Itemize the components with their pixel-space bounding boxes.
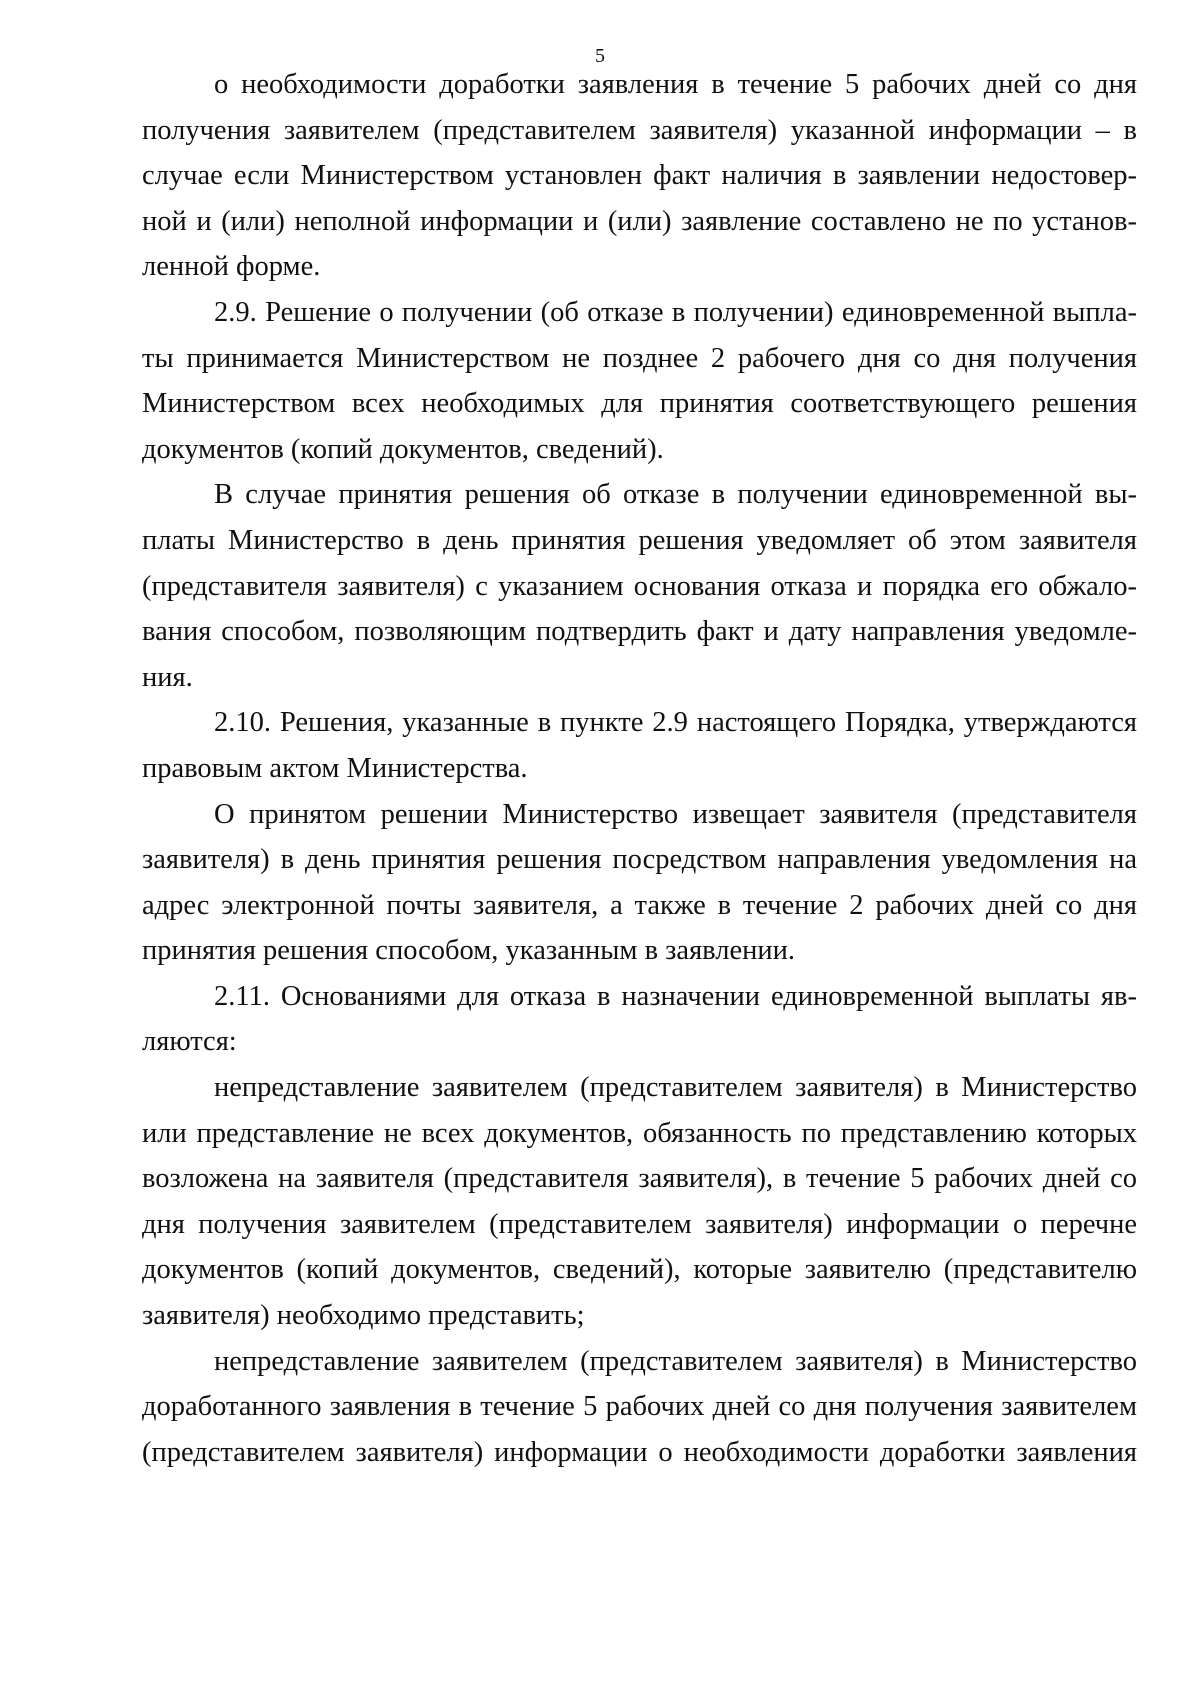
paragraph	[142, 290, 1137, 472]
text-line: или представление не всех документов, обязанность по представлению которых	[142, 1117, 1137, 1149]
text-line: вания способом, позволяющим подтвердить факт и дату направления уведомле-	[142, 616, 1137, 648]
text-line: (представителя заявителя) с указанием основания отказа и порядка его обжало-	[142, 570, 1137, 602]
text-line: Министерством всех необходимых для принятия соответствующего решения	[142, 388, 1137, 420]
text-line: платы Министерство в день принятия решения уведомляет об этом заявителя	[142, 524, 1137, 556]
text-line: документов (копий документов, сведений), которые заявителю (представителю	[142, 1254, 1137, 1286]
text-line: 2.9. Решение о получении (об отказе в получении) единовременной выпла-	[214, 296, 1137, 328]
text-line: О принятом решении Министерство извещает заявителя (представителя	[214, 798, 1137, 830]
text-line: ляются:	[142, 1026, 237, 1058]
text-line: заявителя) необходимо представить;	[142, 1300, 585, 1332]
document-body	[142, 62, 1137, 1475]
text-line: ты принимается Министерством не позднее 2 рабочего дня со дня получения	[142, 342, 1137, 374]
text-line: 2.11. Основаниями для отказа в назначении единовременной выплаты яв-	[214, 980, 1137, 1012]
text-line: доработанного заявления в течение 5 рабочих дней со дня получения заявителем	[142, 1391, 1137, 1423]
paragraph	[142, 1339, 1137, 1476]
text-line: В случае принятия решения об отказе в получении единовременной вы-	[214, 479, 1137, 511]
text-line: адрес электронной почты заявителя, а также в течение 2 рабочих дней со дня	[142, 889, 1137, 921]
paragraph	[142, 1065, 1137, 1339]
text-line: заявителя) в день принятия решения посредством направления уведомления на	[142, 844, 1137, 876]
text-line: (представителем заявителя) информации о необходимости доработки заявления	[142, 1436, 1137, 1468]
text-line: правовым актом Министерства.	[142, 752, 528, 784]
text-line: дня получения заявителем (представителем заявителя) информации о перечне	[142, 1208, 1137, 1240]
text-line: непредставление заявителем (представителем заявителя) в Министерство	[214, 1072, 1137, 1104]
page-number: 5	[595, 45, 605, 67]
text-line: ния.	[142, 661, 193, 693]
paragraph	[142, 792, 1137, 974]
text-line: случае если Министерством установлен факт наличия в заявлении недостовер-	[142, 160, 1137, 192]
paragraph	[142, 700, 1137, 791]
text-line: возложена на заявителя (представителя заявителя), в течение 5 рабочих дней со	[142, 1163, 1137, 1195]
text-line: ленной форме.	[142, 251, 321, 283]
text-line: ной и (или) неполной информации и (или) заявление составлено не по установ-	[142, 205, 1137, 237]
paragraph	[142, 974, 1137, 1065]
text-line: 2.10. Решения, указанные в пункте 2.9 настоящего Порядка, утверждаются	[214, 707, 1137, 739]
text-line: принятия решения способом, указанным в заявлении.	[142, 935, 796, 967]
text-line: документов (копий документов, сведений).	[142, 433, 664, 465]
paragraph	[142, 62, 1137, 290]
text-line: о необходимости доработки заявления в течение 5 рабочих дней со дня	[214, 69, 1137, 100]
text-line: получения заявителем (представителем заявителя) указанной информации – в	[142, 114, 1137, 146]
paragraph	[142, 472, 1137, 700]
text-line: непредставление заявителем (представителем заявителя) в Министерство	[214, 1345, 1137, 1377]
